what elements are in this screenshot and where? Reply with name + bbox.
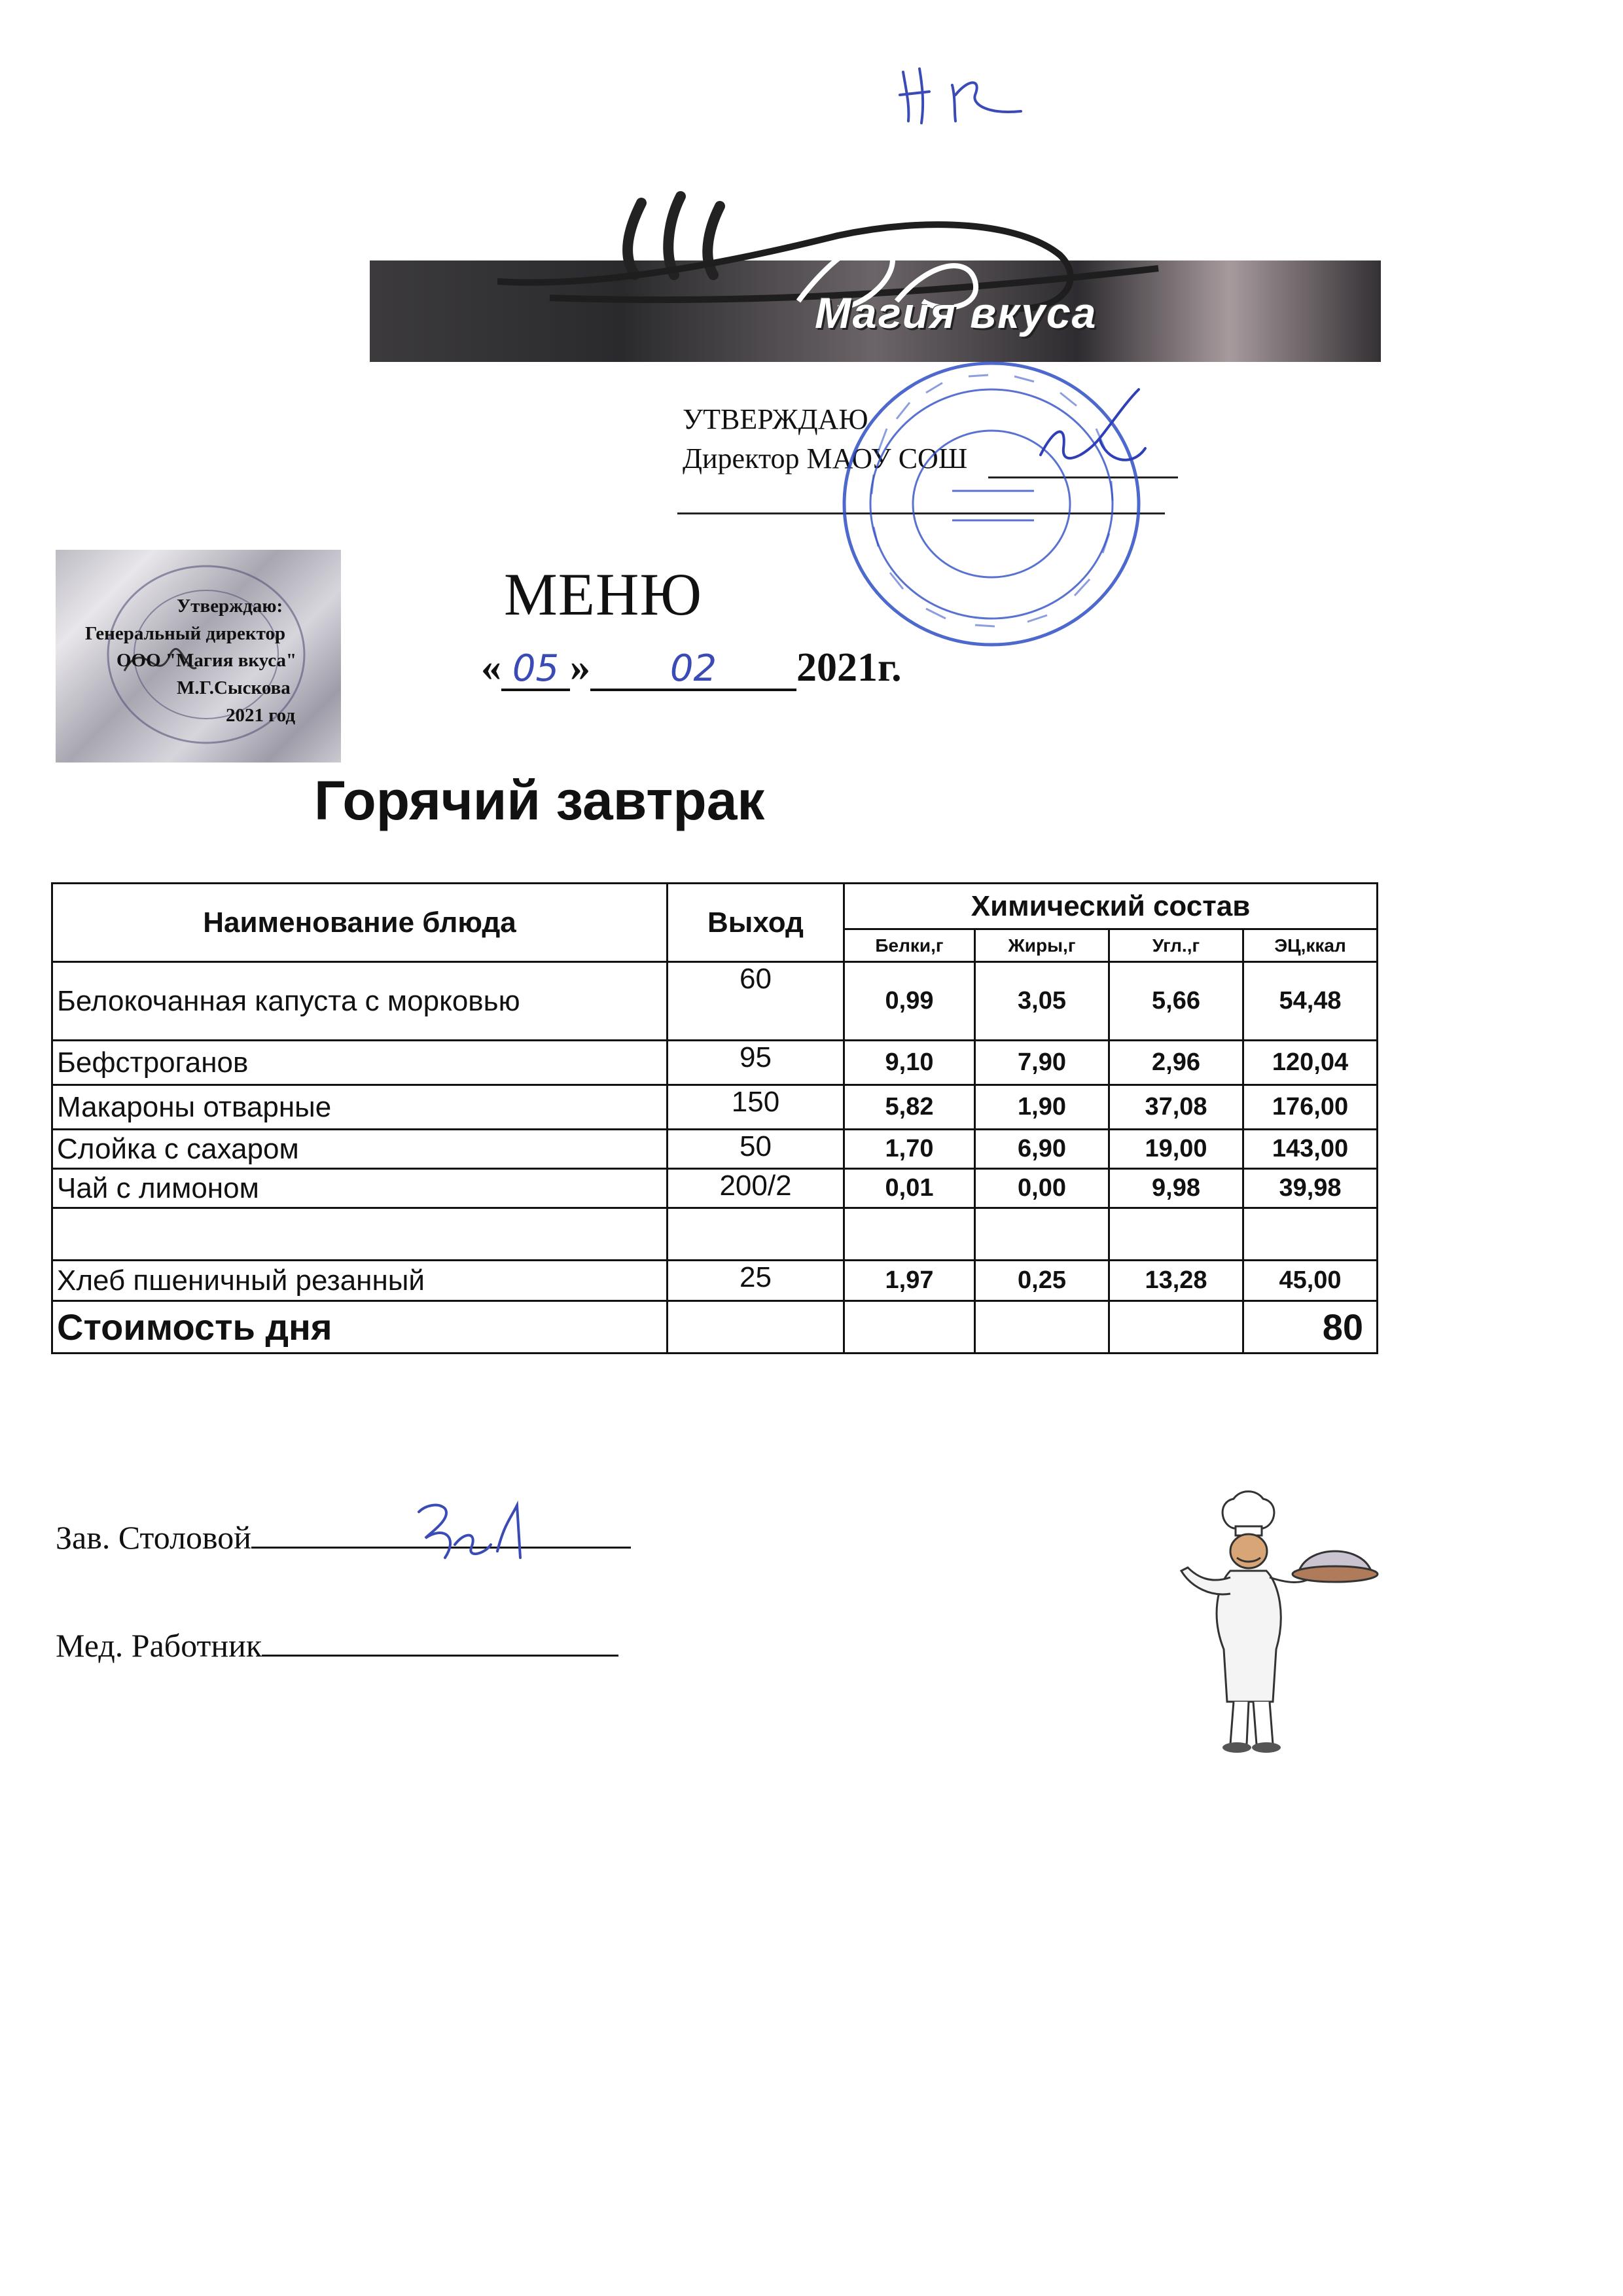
dish-protein: 0,01 (844, 1169, 975, 1208)
dish-yield: 200/2 (668, 1169, 844, 1208)
chef-illustration (1171, 1486, 1387, 1761)
dish-carb (1109, 1208, 1243, 1261)
dish-carb: 5,66 (1109, 962, 1243, 1041)
table-row (52, 1041, 1378, 1085)
logo-text: Магия вкуса (815, 289, 1097, 337)
dish-fat: 0,00 (975, 1169, 1109, 1208)
dish-carb: 13,28 (1109, 1261, 1243, 1301)
sticker-line: ООО "Магия вкуса" (116, 650, 297, 671)
date-year: 2021г. (796, 645, 902, 690)
dish-name: Чай с лимоном (52, 1169, 668, 1208)
dish-fat (975, 1208, 1109, 1261)
dish-carb: 2,96 (1109, 1041, 1243, 1085)
cost-label: Стоимость дня (52, 1301, 668, 1354)
dish-yield: 50 (668, 1130, 844, 1169)
dish-name: Бефстроганов (52, 1041, 668, 1085)
dish-energy: 176,00 (1243, 1085, 1378, 1130)
cost-value: 80 (1243, 1301, 1378, 1354)
empty-cell (668, 1301, 844, 1354)
signature-line (262, 1648, 618, 1657)
date-month: 02 (590, 649, 796, 691)
dish-energy: 120,04 (1243, 1041, 1378, 1085)
table-row (52, 962, 1378, 1041)
dish-energy: 54,48 (1243, 962, 1378, 1041)
date-day: 05 (501, 649, 570, 691)
dish-yield: 95 (668, 1041, 844, 1085)
dish-yield (668, 1208, 844, 1261)
dish-fat: 1,90 (975, 1085, 1109, 1130)
table-row (52, 1261, 1378, 1301)
dish-yield: 60 (668, 962, 844, 1041)
dish-name: Белокочанная капуста с морковью (52, 962, 668, 1041)
dish-carb: 9,98 (1109, 1169, 1243, 1208)
table-row (52, 1130, 1378, 1169)
header-protein: Белки,г (844, 929, 975, 962)
dish-energy: 45,00 (1243, 1261, 1378, 1301)
table-row (52, 1085, 1378, 1130)
empty-cell (1109, 1301, 1243, 1354)
table-row (52, 1169, 1378, 1208)
sticker-line: Генеральный директор (85, 623, 286, 644)
header-carb: Угл.,г (1109, 929, 1243, 962)
dish-name: Слойка с сахаром (52, 1130, 668, 1169)
sticker-line: Утверждаю: (177, 596, 283, 617)
dish-yield: 25 (668, 1261, 844, 1301)
empty-cell (975, 1301, 1109, 1354)
canteen-signature (406, 1479, 550, 1577)
dish-energy: 143,00 (1243, 1130, 1378, 1169)
dish-protein: 1,70 (844, 1130, 975, 1169)
dish-fat: 3,05 (975, 962, 1109, 1041)
date-quote-close: » (570, 645, 590, 690)
dish-name (52, 1208, 668, 1261)
header-fat: Жиры,г (975, 929, 1109, 962)
handwritten-mark (890, 59, 1041, 131)
dish-carb: 37,08 (1109, 1085, 1243, 1130)
dish-protein: 5,82 (844, 1085, 975, 1130)
dish-energy: 39,98 (1243, 1169, 1378, 1208)
menu-date (481, 645, 902, 691)
approval-director: Директор МАОУ СОШ (683, 442, 968, 475)
date-quote-open: « (481, 645, 501, 690)
menu-title: МЕНЮ (504, 561, 702, 628)
header-chemical: Химический состав (844, 884, 1378, 929)
dish-fat: 0,25 (975, 1261, 1109, 1301)
dish-energy (1243, 1208, 1378, 1261)
dish-carb: 19,00 (1109, 1130, 1243, 1169)
header-dish-name: Наименование блюда (52, 884, 668, 962)
menu-table (51, 882, 1378, 1354)
canteen-head-label: Зав. Столовой (56, 1519, 252, 1556)
section-title: Горячий завтрак (314, 770, 765, 831)
dish-protein: 0,99 (844, 962, 975, 1041)
dish-name: Макароны отварные (52, 1085, 668, 1130)
dish-fat: 6,90 (975, 1130, 1109, 1169)
medic-line (56, 1626, 618, 1664)
header-yield: Выход (668, 884, 844, 962)
table-row (52, 1208, 1378, 1261)
dish-protein: 1,97 (844, 1261, 975, 1301)
dish-protein (844, 1208, 975, 1261)
medic-label: Мед. Работник (56, 1627, 262, 1664)
sticker-line: М.Г.Сыскова (177, 677, 291, 698)
approval-title: УТВЕРЖДАЮ (683, 403, 868, 435)
dish-name: Хлеб пшеничный резанный (52, 1261, 668, 1301)
dish-protein: 9,10 (844, 1041, 975, 1085)
empty-cell (844, 1301, 975, 1354)
director-signature (1027, 376, 1152, 494)
dish-yield: 150 (668, 1085, 844, 1130)
header-energy: ЭЦ,ккал (1243, 929, 1378, 962)
sticker-line: 2021 год (226, 705, 296, 726)
dish-fat: 7,90 (975, 1041, 1109, 1085)
